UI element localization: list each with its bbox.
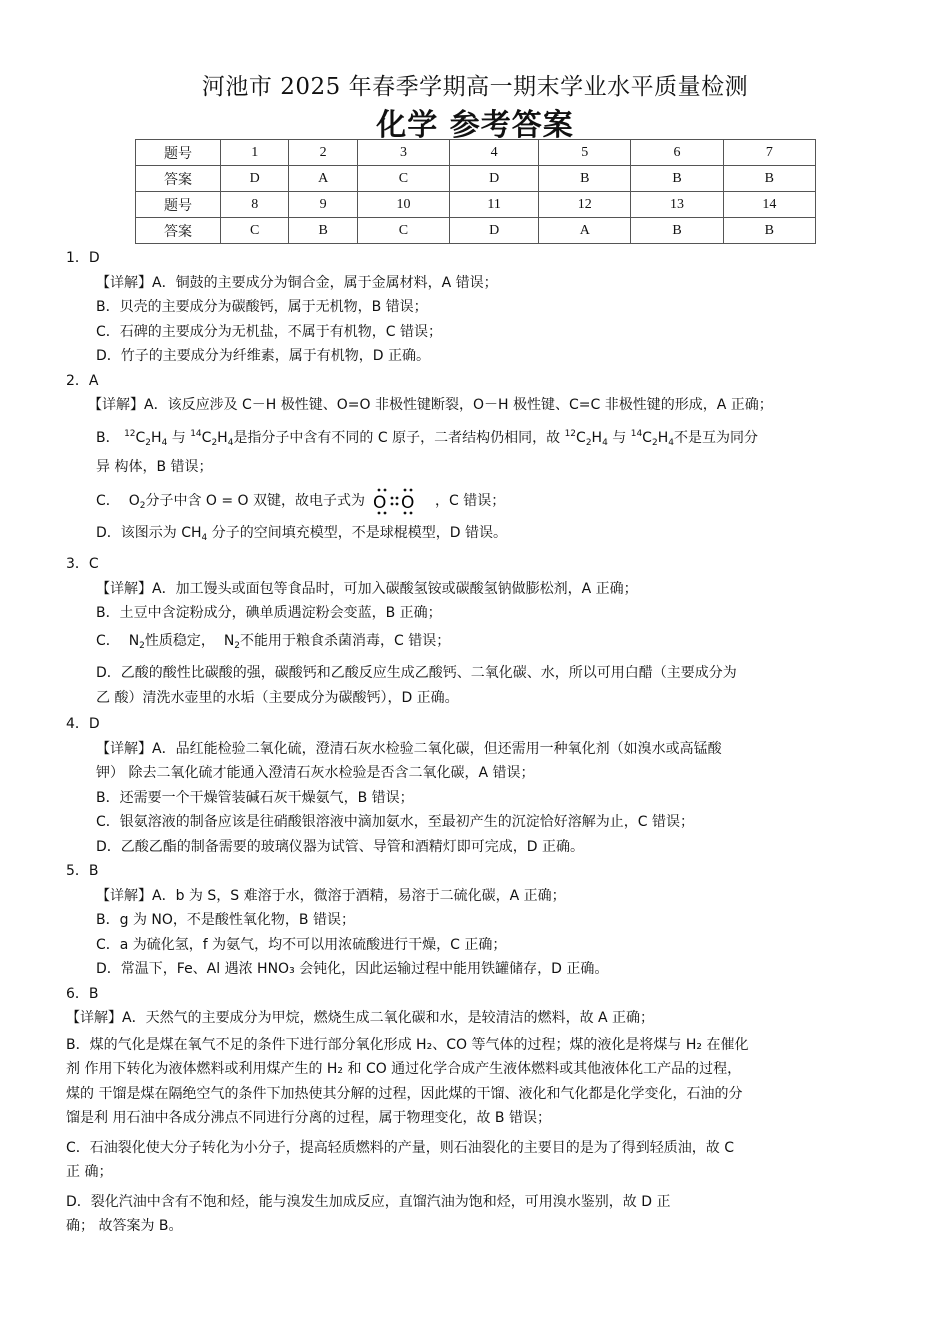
explanation-line: B．煤的气化是煤在氧气不足的条件下进行部分氧化形成 H₂、CO 等气体的过程；煤的液化是将煤与 H₂ 在催化 (66, 1036, 749, 1053)
question-number: 12 (539, 192, 631, 218)
question-number: 5 (539, 140, 631, 166)
formula-sub: 2 (139, 500, 146, 511)
formula-sub: 2 (145, 437, 152, 448)
explanation-line: D．乙酸的酸性比碳酸的强，碳酸钙和乙酸反应生成乙酸钙、二氧化碳、水，所以可用白醋（主要成分为 (96, 665, 737, 681)
electron-dot-formula (365, 486, 435, 516)
question-number: 3 (357, 140, 449, 166)
option-label: B． (96, 429, 120, 446)
answer-cell: C (221, 218, 289, 244)
formula-n: N (223, 632, 235, 649)
formula-sub: 2 (585, 437, 592, 448)
explanation-line: 【详解】A．该反应涉及 C－H 极性键、O=O 非极性键断裂，O－H 极性键、C=C 非极性键的形成，A 正确； (88, 397, 773, 413)
explanation-line: 正 确； (66, 1164, 113, 1180)
table-row (136, 140, 816, 166)
answer-cell: D (221, 166, 289, 192)
row-label: 题号 (136, 140, 221, 166)
explanation-line: D．乙酸乙酯的制备需要的玻璃仪器为试管、导管和酒精灯即可完成，D 正确。 (96, 838, 585, 855)
formula-c: C (576, 429, 586, 446)
explanation-line: 煤的 干馏是煤在隔绝空气的条件下加热使其分解的过程，因此煤的干馏、液化和气化都是化学变化，石油的分 (66, 1085, 743, 1102)
text: 不能用于粮食杀菌消毒，C 错误； (240, 632, 451, 649)
isotope-mass: 12 (124, 428, 136, 439)
row-label: 答案 (136, 166, 221, 192)
explanation-line: C．银氨溶液的制备应该是往硝酸银溶液中滴加氨水，至最初产生的沉淀恰好溶解为止，C 错误； (96, 814, 694, 830)
explanation-line-n2 (96, 629, 882, 659)
answer-cell: B (539, 166, 631, 192)
formula-sub: 2 (139, 640, 145, 651)
explanations (66, 246, 882, 1239)
explanation-line: 确； 故答案为 B。 (66, 1218, 183, 1234)
isotope-mass: 12 (564, 428, 577, 439)
explanation-line: 异 构体，B 错误； (96, 459, 213, 475)
answer-cell: D (450, 166, 539, 192)
explanation-line: 钾） 除去二氧化硫才能通入澄清石灰水检验是否含二氧化碳，A 错误； (96, 765, 535, 781)
explanation-line: D．竹子的主要成分为纤维素，属于有机物，D 正确。 (96, 348, 431, 364)
answer-cell: B (631, 218, 723, 244)
explanation-line: D．裂化汽油中含有不饱和烃，能与溴发生加成反应，直馏汽油为饱和烃，可用溴水鉴别，故 D 正 (66, 1193, 671, 1210)
text: D．该图示为 CH (96, 524, 202, 541)
formula-h: H (151, 429, 162, 446)
explanation-line: 【详解】A．加工馒头或面包等食品时，可加入碳酸氢铵或碳酸氢钠做膨松剂，A 正确； (96, 580, 638, 597)
question-5-answer: 5．B (66, 863, 99, 879)
text: 分子的空间填充模型，不是球棍模型，D 错误。 (211, 524, 507, 541)
explanation-line: 【详解】A．b 为 S，S 难溶于水，微溶于酒精，易溶于二硫化碳，A 正确； (96, 887, 566, 904)
question-number: 9 (289, 192, 357, 218)
explanation-line: C．石碑的主要成分为无机盐，不属于有机物，C 错误； (96, 323, 442, 340)
isotope-mass: 14 (630, 428, 643, 439)
electron-o-right: O (401, 492, 415, 513)
formula-c: C (135, 429, 146, 446)
question-number: 2 (289, 140, 357, 166)
formula-sub: 4 (668, 437, 674, 448)
explanation-line: 剂 作用下转化为液体燃料或利用煤产生的 H₂ 和 CO 通过化学合成产生液体燃料或其他液体化工产品的过程， (66, 1061, 742, 1077)
question-number: 11 (450, 192, 539, 218)
answer-cell: D (450, 218, 539, 244)
explanation-line: B．土豆中含淀粉成分，碘单质遇淀粉会变蓝，B 正确； (96, 605, 442, 621)
text: 性质稳定， (144, 632, 215, 649)
question-4-answer: 4．D (66, 716, 100, 732)
isotope-mass: 14 (190, 428, 202, 439)
explanation-line: B．g 为 NO，不是酸性氧化物，B 错误； (96, 912, 355, 928)
explanation-line: 乙 酸）清洗水壶里的水垢（主要成分为碳酸钙），D 正确。 (96, 689, 459, 706)
explanation-line-ch4 (96, 521, 882, 551)
table-row (136, 192, 816, 218)
formula-sub: 2 (211, 437, 218, 448)
text: 与 (612, 429, 627, 446)
formula-sub: 4 (201, 532, 208, 543)
formula-sub: 4 (602, 437, 608, 448)
answer-cell: C (357, 218, 449, 244)
explanation-line: 【详解】A．铜鼓的主要成分为铜合金，属于金属材料，A 错误； (96, 274, 498, 291)
explanation-line-isotopes (96, 422, 882, 456)
formula-sub: 4 (227, 437, 234, 448)
text: 与 (171, 429, 186, 446)
row-label: 题号 (136, 192, 221, 218)
row-label: 答案 (136, 218, 221, 244)
text: 分子中含 O = O 双键，故电子式为 (145, 492, 366, 509)
answer-cell: B (631, 166, 723, 192)
explanation-line: B．还需要一个干燥管装碱石灰干燥氨气，B 错误； (96, 789, 414, 806)
text: ，C 错误； (435, 492, 506, 509)
question-number: 4 (450, 140, 539, 166)
answer-cell: C (357, 166, 449, 192)
explanation-line: 馏是利 用石油中各成分沸点不同进行分离的过程，属于物理变化，故 B 错误； (66, 1110, 551, 1126)
exam-title: 河池市 2025 年春季学期高一期末学业水平质量检测 (201, 74, 749, 100)
formula-h: H (591, 429, 603, 446)
text: 是指分子中含有不同的 C 原子，二者结构仍相同，故 (233, 429, 561, 446)
explanation-line: 【详解】A．品红能检验二氧化硫，澄清石灰水检验二氧化碳，但还需用一种氧化剂（如溴水或高锰酸 (96, 740, 722, 757)
answer-cell: B (723, 218, 815, 244)
formula-sub: 4 (161, 437, 168, 448)
question-3-answer: 3．C (66, 556, 99, 572)
answer-key-title: 化学 参考答案 (376, 108, 574, 143)
formula-h: H (217, 429, 228, 446)
explanation-line: 【详解】A．天然气的主要成分为甲烷，燃烧生成二氧化碳和水，是较清洁的燃料，故 A 正确； (66, 1010, 655, 1026)
option-label: C． (96, 632, 120, 649)
formula-c: C (642, 429, 652, 446)
table-row (136, 218, 816, 244)
text: 不是互为同分 (673, 429, 758, 446)
question-1-answer: 1．D (66, 250, 100, 266)
formula-o: O (128, 492, 140, 509)
formula-c: C (201, 429, 212, 446)
answer-cell: B (723, 166, 815, 192)
answer-cell: A (289, 166, 357, 192)
formula-sub: 2 (651, 437, 658, 448)
answer-cell: B (289, 218, 357, 244)
explanation-line-electron (96, 486, 882, 521)
question-2-answer: 2．A (66, 372, 99, 389)
formula-sub: 2 (234, 640, 241, 651)
explanation-line: C．石油裂化使大分子转化为小分子，提高轻质燃料的产量，则石油裂化的主要目的是为了得到轻质油，故 C (66, 1139, 734, 1156)
question-number: 14 (723, 192, 815, 218)
electron-o-left: O (373, 492, 387, 513)
question-number: 8 (221, 192, 289, 218)
question-number: 13 (631, 192, 723, 218)
table-row (136, 166, 816, 192)
formula-h: H (657, 429, 669, 446)
explanation-line: C．a 为硫化氢，f 为氨气，均不可以用浓硫酸进行干燥，C 正确； (96, 936, 507, 953)
explanation-line: B．贝壳的主要成分为碳酸钙，属于无机物，B 错误； (96, 299, 428, 315)
question-number: 10 (357, 192, 449, 218)
formula-n: N (128, 632, 140, 649)
option-label: C． (96, 492, 120, 509)
question-6-answer: 6．B (66, 985, 99, 1002)
explanation-line: D．常温下，Fe、Al 遇浓 HNO₃ 会钝化，因此运输过程中能用铁罐储存，D 正确。 (96, 961, 609, 977)
question-number: 1 (221, 140, 289, 166)
answer-table (135, 139, 816, 244)
question-number: 6 (631, 140, 723, 166)
answer-cell: A (539, 218, 631, 244)
question-number: 7 (723, 140, 815, 166)
